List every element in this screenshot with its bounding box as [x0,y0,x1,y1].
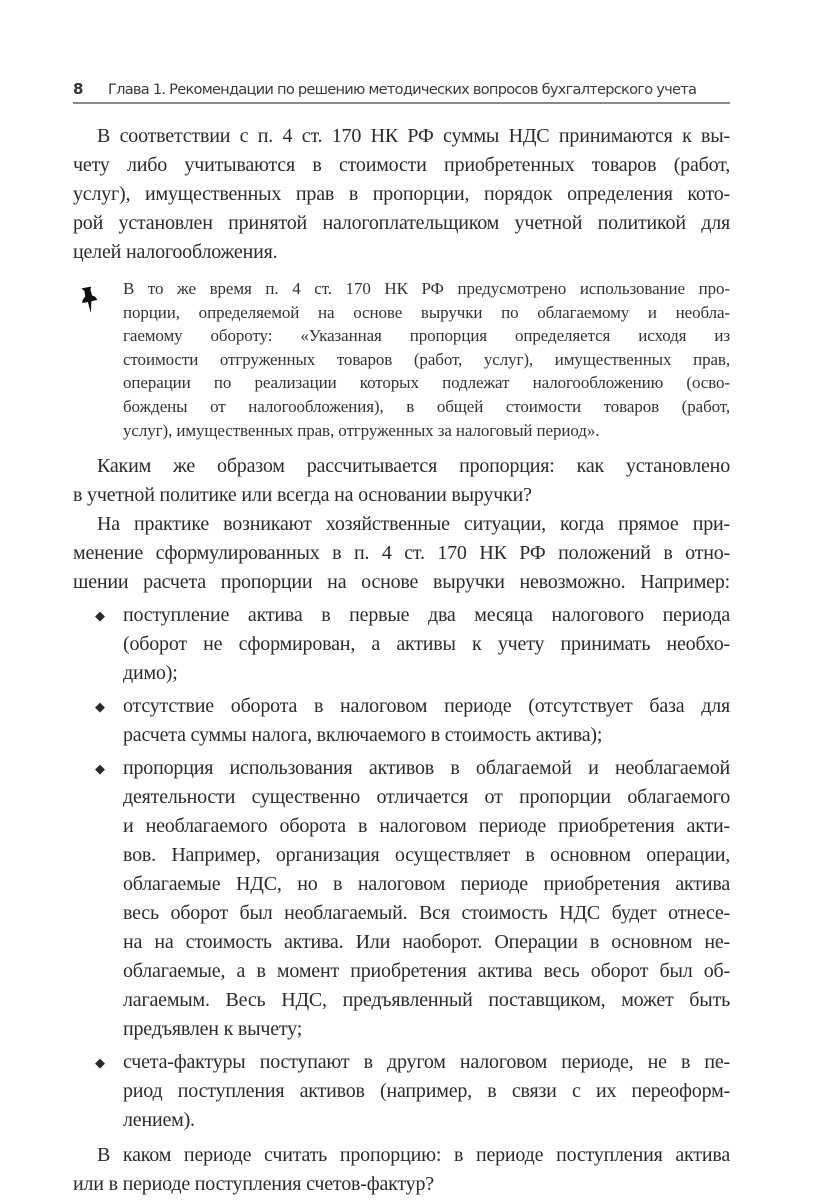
text-line: в учетной политике или всегда на основании выручки? [73,484,532,507]
bullet-list [73,601,730,1135]
text-line: поступление актива в первые два месяца налогового периода [123,604,730,627]
text-line: деятельности существенно отличается от пропорции облагаемого [123,786,730,809]
running-title: Глава 1. Рекомендации по решению методических вопросов бухгалтерского учета [108,81,697,98]
text-line: Каким же образом рассчитывается пропорция: как установлено [97,455,730,478]
text-line: пропорция использования активов в облагаемой и необлагаемой [123,757,730,780]
list-item [73,754,730,1044]
text-line: счета-фактуры поступают в другом налоговом периоде, не в пе- [123,1051,730,1074]
text-line: На практике возникают хозяйственные ситуации, когда прямое при- [97,513,730,536]
paragraph-3 [73,510,730,597]
text-line: В каком периоде считать пропорцию: в периоде поступления актива [97,1144,730,1167]
page-header [73,76,730,104]
text-line: лением). [123,1109,195,1132]
note-line: услуг), имущественных прав, отгруженных за налоговый период». [123,420,600,440]
note-line: стоимости отгруженных товаров (работ, услуг), имущественных прав, [123,349,730,369]
text-line: на на стоимость актива. Или наоборот. Операции в основном не- [123,931,730,954]
text-line: предъявлен к вычету; [123,1018,303,1041]
pushpin-icon [79,285,101,315]
note-block [73,277,730,442]
note-line: операции по реализации которых подлежат налогообложению (осво- [123,373,730,393]
text-line: димо); [123,662,178,685]
page-body [73,122,730,1199]
note-line: В то же время п. 4 ст. 170 НК РФ предусмотрено использование про- [123,279,730,298]
text-line: облагаемые НДС, но в налоговом периоде приобретения актива [123,873,730,896]
text-line: менение сформулированных в п. 4 ст. 170 НК РФ положений в отно- [73,542,730,565]
text-line: риод поступления активов (например, в связи с их переоформ- [123,1080,730,1103]
bullet-diamond-icon: ◆ [95,699,105,715]
text-line: рой установлен принятой налогоплательщиком учетной политикой для [73,212,730,234]
text-line: чету либо учитываются в стоимости приобретенных товаров (работ, [73,154,730,176]
note-line: порции, определяемой на основе выручки по облагаемому и необла- [123,302,730,322]
text-line: облагаемые, а в момент приобретения актива весь оборот был об- [123,960,730,983]
note-line: бождены от налогообложения), в общей стоимости товаров (работ, [123,396,730,416]
text-line: (оборот не сформирован, а активы к учету принимать необхо- [123,633,730,656]
text-line: вов. Например, организация осуществляет в основном операции, [123,844,730,867]
list-item [73,601,730,688]
paragraph-4 [73,1141,730,1199]
text-line: или в периоде поступления счетов-фактур? [73,1173,434,1196]
text-line: расчета суммы налога, включаемого в стоимость актива); [123,724,603,747]
page-number: 8 [73,80,83,98]
text-line: и необлагаемого оборота в налоговом периоде приобретения акти- [123,815,730,838]
text-line: услуг), имущественных прав в пропорции, порядок определения кото- [73,183,730,205]
bullet-diamond-icon: ◆ [95,761,105,777]
paragraph-2 [73,452,730,510]
note-line: гаемому обороту: «Указанная пропорция определяется исходя из [123,326,730,346]
text-line: отсутствие оборота в налоговом периоде (отсутствует база для [123,695,730,718]
text-line: шении расчета пропорции на основе выручки невозможно. Например: [73,571,730,594]
text-line: В соответствии с п. 4 ст. 170 НК РФ суммы НДС принимаются к вы- [97,125,730,147]
bullet-diamond-icon: ◆ [95,608,105,624]
bullet-diamond-icon: ◆ [95,1055,105,1071]
text-line: лагаемым. Весь НДС, предъявленный поставщиком, может быть [123,989,730,1012]
paragraph-1 [73,122,730,267]
list-item [73,1048,730,1135]
text-line: весь оборот был необлагаемый. Вся стоимость НДС будет отнесе- [123,902,730,925]
list-item [73,692,730,750]
text-line: целей налогообложения. [73,241,278,263]
